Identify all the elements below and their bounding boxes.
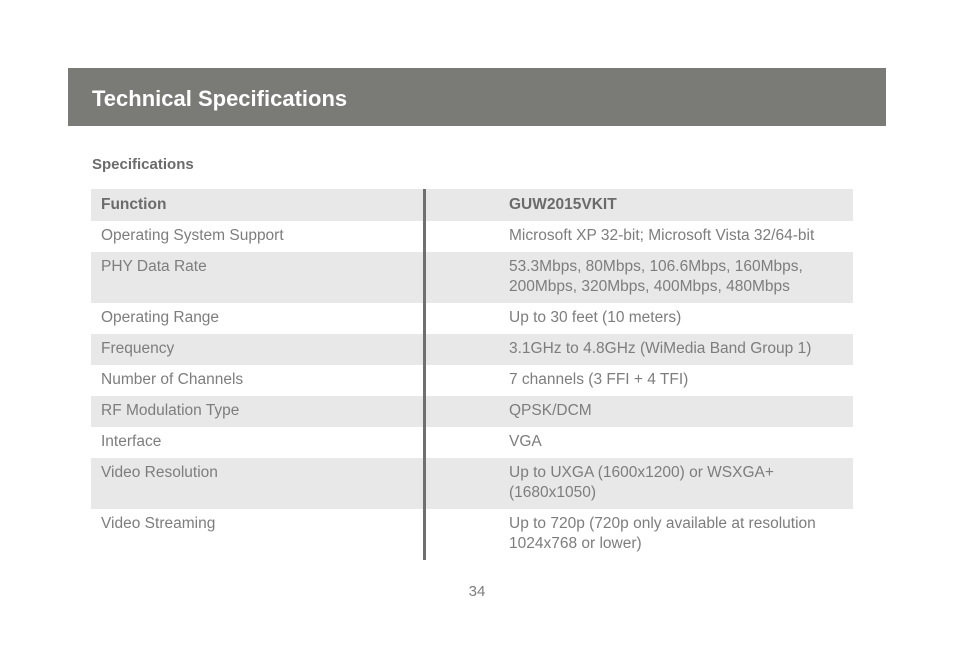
row-label: Operating System Support bbox=[91, 221, 425, 252]
table-row bbox=[91, 221, 853, 252]
table-row bbox=[91, 427, 853, 458]
row-value: Up to UXGA (1600x1200) or WSXGA+ (1680x1050) bbox=[425, 458, 854, 509]
row-label: Number of Channels bbox=[91, 365, 425, 396]
row-value: 53.3Mbps, 80Mbps, 106.6Mbps, 160Mbps, 200Mbps, 320Mbps, 400Mbps, 480Mbps bbox=[425, 252, 854, 303]
page-title: Technical Specifications bbox=[92, 86, 348, 111]
table-header-row bbox=[91, 189, 853, 221]
table-row bbox=[91, 334, 853, 365]
specifications-table bbox=[91, 189, 853, 560]
row-label: PHY Data Rate bbox=[91, 252, 425, 303]
row-value: Microsoft XP 32-bit; Microsoft Vista 32/64-bit bbox=[509, 227, 815, 244]
table-row bbox=[91, 396, 853, 427]
row-label: Frequency bbox=[91, 334, 425, 365]
row-value: Up to 30 feet (10 meters) bbox=[509, 309, 682, 326]
row-label: Operating Range bbox=[91, 303, 425, 334]
row-value: 3.1GHz to 4.8GHz (WiMedia Band Group 1) bbox=[425, 334, 854, 365]
row-value: QPSK/DCM bbox=[425, 396, 854, 427]
table-row bbox=[91, 252, 853, 303]
column-header-function: Function bbox=[91, 189, 425, 221]
row-label: Video Resolution bbox=[91, 458, 425, 509]
row-value: Up to 720p (720p only available at resolution 1024x768 or lower) bbox=[509, 515, 816, 552]
row-value: 7 channels (3 FFI + 4 TFI) bbox=[509, 371, 689, 388]
table-row bbox=[91, 303, 853, 334]
row-label: Interface bbox=[91, 427, 425, 458]
table-row bbox=[91, 509, 853, 560]
table-row bbox=[91, 365, 853, 396]
header-bar bbox=[68, 68, 886, 126]
row-label: RF Modulation Type bbox=[91, 396, 425, 427]
page-number: 34 bbox=[468, 583, 486, 600]
section-title: Specifications bbox=[92, 156, 194, 173]
row-value: VGA bbox=[509, 433, 542, 450]
table-row bbox=[91, 458, 853, 509]
row-label: Video Streaming bbox=[91, 509, 425, 560]
column-header-model: GUW2015VKIT bbox=[425, 189, 854, 221]
